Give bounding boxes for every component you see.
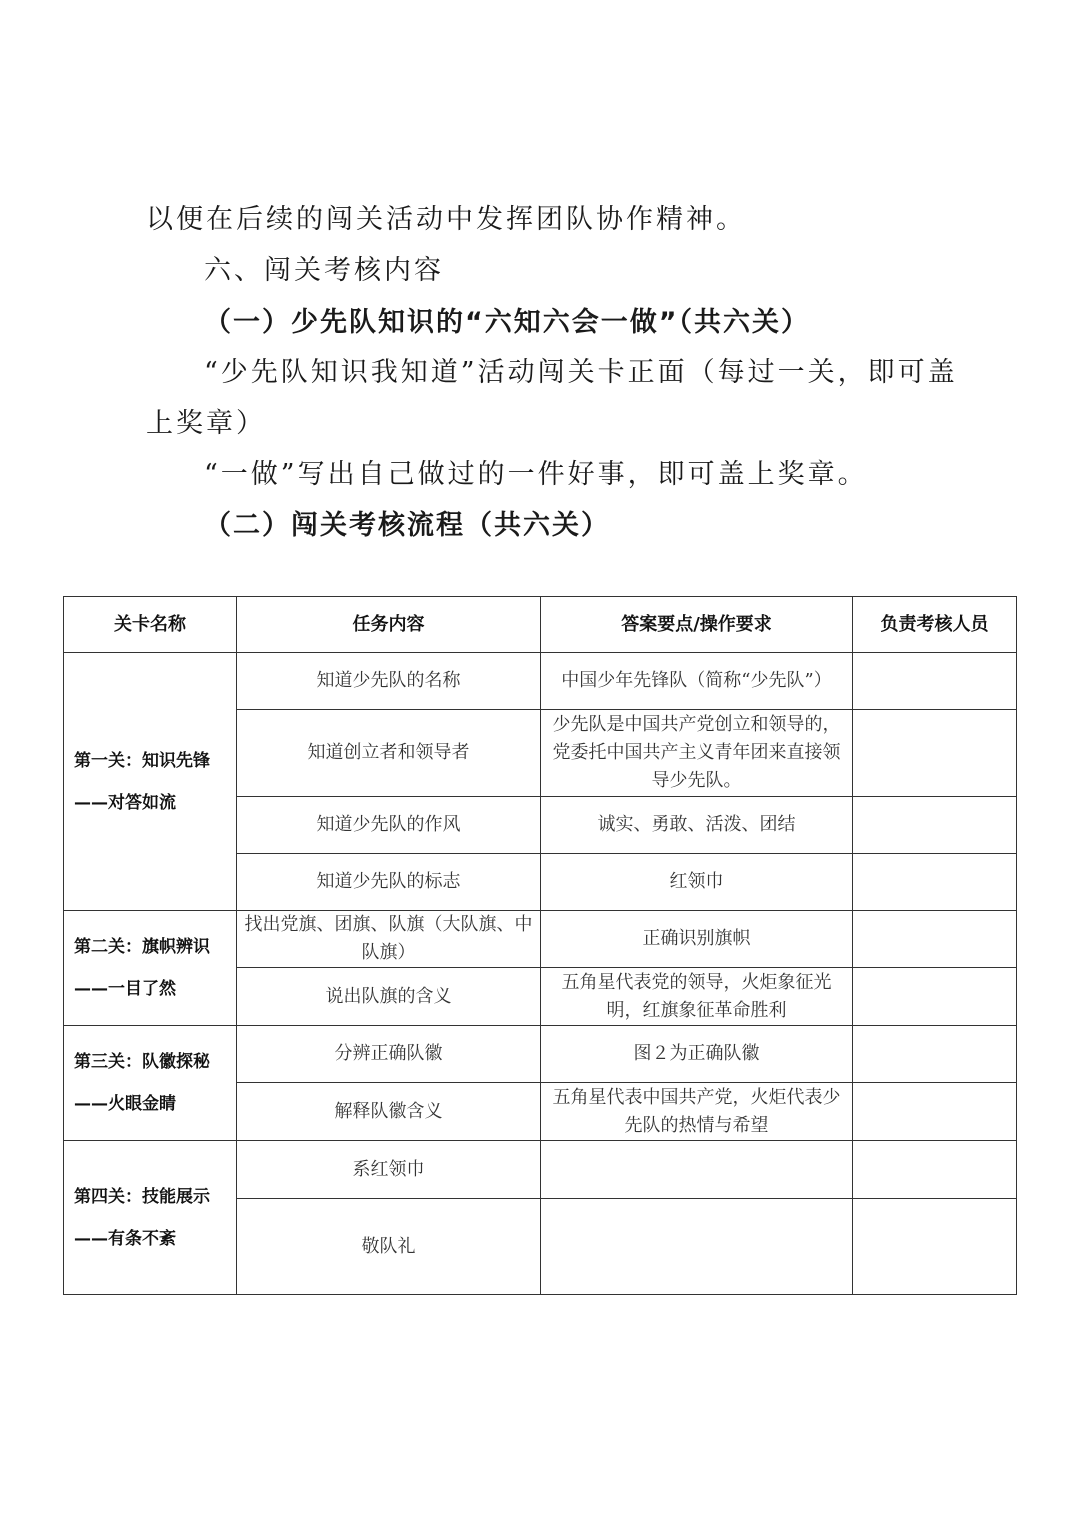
answer-cell: 中国少年先锋队（简称“少先队”） bbox=[541, 653, 853, 710]
stage-subtitle: ——对答如流 bbox=[74, 792, 176, 813]
answer-cell: 图２为正确队徽 bbox=[541, 1026, 853, 1083]
answer-cell: 五角星代表中国共产党，火炬代表少先队的热情与希望 bbox=[541, 1083, 853, 1141]
answer-cell: 少先队是中国共产党创立和领导的，党委托中国共产主义青年团来直接领导少先队。 bbox=[541, 710, 853, 797]
task-cell: 系红领巾 bbox=[237, 1141, 541, 1199]
header-examiner: 负责考核人员 bbox=[853, 597, 1017, 653]
table-header-row bbox=[64, 597, 1017, 653]
examiner-cell[interactable] bbox=[853, 1083, 1017, 1141]
examiner-cell[interactable] bbox=[853, 653, 1017, 710]
subsection-heading-2: （二）闯关考核流程（共六关） bbox=[204, 510, 610, 541]
paragraph-teamwork: 以便在后续的闯关活动中发挥团队协作精神。 bbox=[146, 204, 746, 235]
examiner-cell[interactable] bbox=[853, 854, 1017, 911]
answer-cell[interactable] bbox=[541, 1199, 853, 1295]
header-answer: 答案要点/操作要求 bbox=[541, 597, 853, 653]
answer-cell: 五角星代表党的领导，火炬象征光明，红旗象征革命胜利 bbox=[541, 968, 853, 1026]
examiner-cell[interactable] bbox=[853, 911, 1017, 968]
header-task: 任务内容 bbox=[237, 597, 541, 653]
task-cell: 说出队旗的含义 bbox=[237, 968, 541, 1026]
examiner-cell[interactable] bbox=[853, 1026, 1017, 1083]
table-row bbox=[64, 653, 1017, 710]
task-cell: 找出党旗、团旗、队旗（大队旗、中队旗） bbox=[237, 911, 541, 968]
task-cell: 分辨正确队徽 bbox=[237, 1026, 541, 1083]
answer-cell: 诚实、勇敢、活泼、团结 bbox=[541, 797, 853, 854]
table-row bbox=[64, 1141, 1017, 1199]
examiner-cell[interactable] bbox=[853, 1199, 1017, 1295]
table-row bbox=[64, 911, 1017, 968]
table-row bbox=[64, 1026, 1017, 1083]
section-heading-6: 六、闯关考核内容 bbox=[204, 255, 444, 286]
stage-name: 第四关：技能展示 bbox=[74, 1186, 210, 1207]
examiner-cell[interactable] bbox=[853, 1141, 1017, 1199]
stage-cell bbox=[64, 911, 237, 1026]
stage-name: 第二关：旗帜辨识 bbox=[74, 937, 210, 957]
task-cell: 知道创立者和领导者 bbox=[237, 710, 541, 797]
stage-name: 第一关：知识先锋 bbox=[74, 750, 210, 771]
stage-subtitle: ——火眼金睛 bbox=[74, 1094, 176, 1114]
examiner-cell[interactable] bbox=[853, 710, 1017, 797]
stage-cell bbox=[64, 1141, 237, 1295]
answer-cell: 红领巾 bbox=[541, 854, 853, 911]
paragraph-good-deed: “一做”写出自己做过的一件好事，即可盖上奖章。 bbox=[204, 459, 868, 490]
task-cell: 解释队徽含义 bbox=[237, 1083, 541, 1141]
paragraph-card-front-line2: 上奖章） bbox=[146, 408, 266, 439]
task-cell: 知道少先队的作风 bbox=[237, 797, 541, 854]
task-cell: 敬队礼 bbox=[237, 1199, 541, 1295]
process-table bbox=[63, 596, 1017, 1295]
answer-cell: 正确识别旗帜 bbox=[541, 911, 853, 968]
paragraph-card-front-line1: “少先队知识我知道”活动闯关卡正面（每过一关，即可盖 bbox=[204, 357, 958, 388]
subsection-heading-1: （一）少先队知识的“六知六会一做”（共六关） bbox=[204, 307, 810, 338]
header-stage-name: 关卡名称 bbox=[64, 597, 237, 653]
answer-cell[interactable] bbox=[541, 1141, 853, 1199]
stage-name: 第三关：队徽探秘 bbox=[74, 1052, 210, 1072]
stage-subtitle: ——一目了然 bbox=[74, 979, 176, 999]
examiner-cell[interactable] bbox=[853, 968, 1017, 1026]
task-cell: 知道少先队的标志 bbox=[237, 854, 541, 911]
stage-subtitle: ——有条不紊 bbox=[74, 1228, 176, 1249]
stage-cell bbox=[64, 1026, 237, 1141]
stage-cell bbox=[64, 653, 237, 911]
examiner-cell[interactable] bbox=[853, 797, 1017, 854]
task-cell: 知道少先队的名称 bbox=[237, 653, 541, 710]
